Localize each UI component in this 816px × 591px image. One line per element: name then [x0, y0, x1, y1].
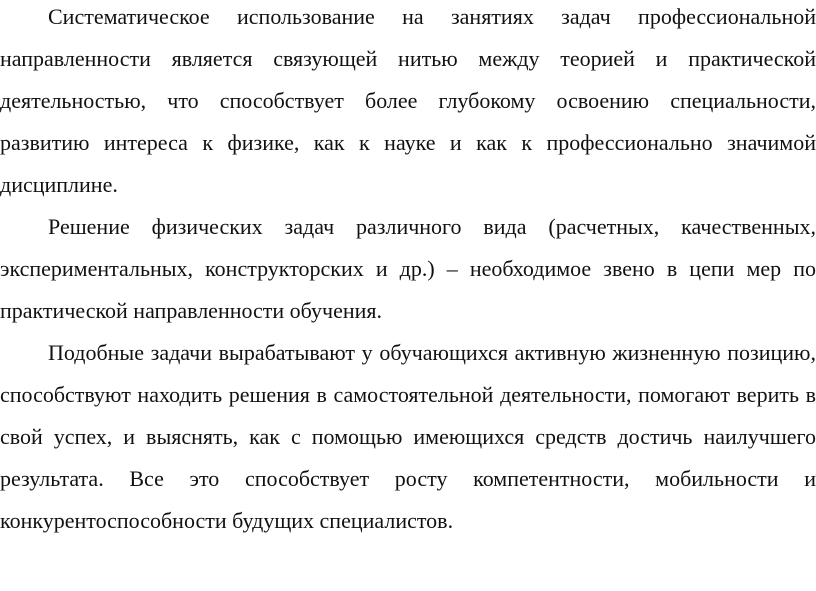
- paragraph-1: Систематическое использование на занятиях задач профессиональной направленности является связующей нитью между теорией и практической деятельностью, что способствует более глубокому освоению специальности, развитию интереса к физике, как к науке и как к профессионально значимой дисциплине.: [0, 4, 816, 197]
- paragraph-3: Подобные задачи вырабатывают у обучающихся активную жизненную позицию, способствуют находить решения в самостоятельной деятельности, помогают верить в свой успех, и выяснять, как с помощью имеющихся средств достичь наилучшего результата. Все это способствует росту компетентности, мобильности и конкурентоспособности будущих специалистов.: [0, 340, 816, 533]
- paragraph-2: Решение физических задач различного вида (расчетных, качественных, экспериментальных, конструкторских и др.) – необходимое звено в цепи мер по практической направленности обучения.: [0, 214, 816, 323]
